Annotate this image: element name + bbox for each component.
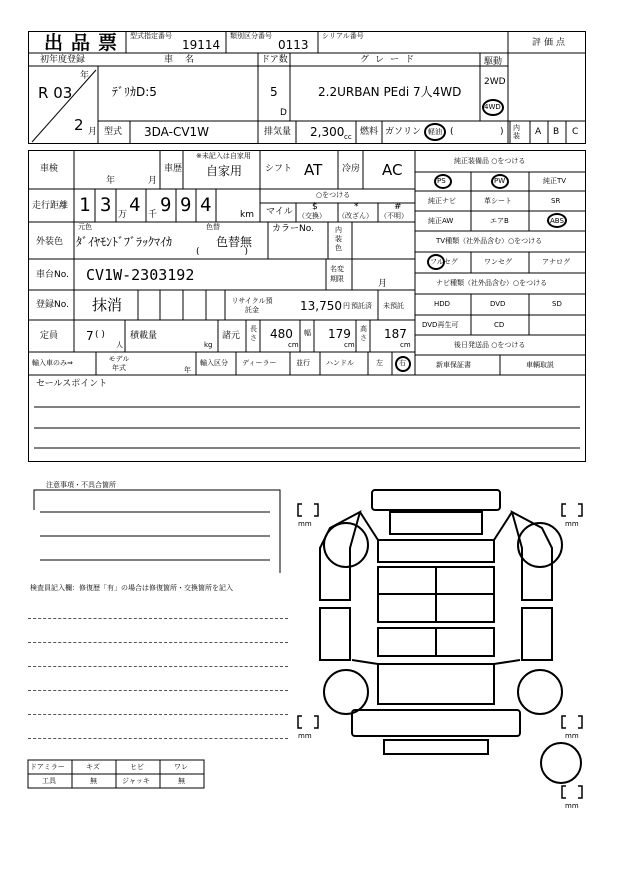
tv-type-title: TV種類（社外品含む）○をつける: [436, 237, 543, 245]
shift-label: シフト: [265, 164, 293, 174]
navi-cd: CD: [494, 321, 505, 329]
capacity-paren: ( ): [95, 330, 105, 340]
recycle-none: 未預託: [383, 302, 404, 310]
car-name-value: ﾃﾞﾘｶD:5: [112, 85, 157, 99]
equip-airbag: エアB: [490, 217, 509, 225]
first-reg-month-unit: 月: [88, 127, 98, 137]
load-label: 積載量: [130, 331, 158, 341]
width-cm: cm: [344, 341, 355, 349]
serial-label: シリアル番号: [322, 32, 364, 40]
fuel-diesel: 軽油: [428, 128, 442, 136]
model-year-unit: 年: [184, 366, 191, 374]
interior-color-label: 内装色: [335, 226, 342, 252]
dealer-label: ディーラー: [242, 359, 277, 367]
history-label: 車歴: [164, 164, 183, 174]
legend-jack: ジャッキ: [122, 777, 150, 785]
inspection-year-unit: 年: [106, 176, 116, 186]
inspector-line-3: [28, 666, 288, 667]
orig-color-label: 元色: [78, 223, 92, 231]
drive-4wd: 4WD: [484, 103, 501, 111]
capacity-label: 定員: [40, 331, 59, 341]
equip-aw: 純正AW: [428, 217, 454, 225]
tv-oneseg: ワンセグ: [484, 258, 512, 266]
legend-jack-value: 無: [178, 777, 185, 785]
person-unit: 人: [116, 341, 123, 349]
height-cm: cm: [400, 341, 411, 349]
mm-label-spare: mm: [565, 802, 579, 810]
fuel-paren-open: (: [450, 127, 454, 137]
mileage-digit-5: 9: [180, 194, 192, 216]
equip-navi: 純正ナビ: [428, 197, 456, 205]
ac-label: 冷房: [342, 164, 361, 174]
drive-label: 駆動: [484, 57, 503, 67]
import-type-label: 輸入区分: [200, 359, 228, 367]
cc-unit: cc: [344, 133, 352, 141]
shift-value: AT: [304, 161, 323, 179]
form-title: 出品票: [44, 32, 126, 54]
first-reg-year: R 03: [38, 84, 73, 102]
equip-ps: PS: [437, 177, 446, 185]
sales-point-label: セールスポイント: [36, 379, 108, 389]
navi-hdd: HDD: [434, 300, 451, 308]
first-reg-month: 2: [74, 116, 84, 134]
color-label: 外装色: [36, 237, 64, 247]
inspector-label: 検査員記入欄：修復歴「有」の場合は修復箇所・交換箇所を記入: [30, 584, 233, 592]
reg-no-label: 登録No.: [36, 300, 69, 310]
color-no-label: カラーNo.: [272, 224, 314, 234]
parallel-label: 並行: [296, 359, 310, 367]
later-manual: 車輌取説: [526, 361, 554, 369]
model-year-label: モデル年式: [108, 355, 130, 372]
equip-leather: 革シート: [484, 197, 512, 205]
mileage-circle-note: ○をつける: [316, 191, 351, 199]
tamper-label: （改ざん）: [338, 212, 373, 220]
fuel-gasoline: ガソリン: [385, 127, 422, 137]
inspector-line-5: [28, 714, 288, 715]
mm-label-fr: mm: [565, 520, 579, 528]
sen-unit: 千: [148, 210, 158, 220]
handle-right: 右: [399, 359, 406, 367]
equip-tv: 純正TV: [543, 177, 567, 185]
equip-abs: ABS: [550, 217, 564, 225]
history-note: ※未記入は自家用: [196, 152, 251, 160]
recycle-status: 預託済: [351, 302, 372, 310]
mm-label-rl: mm: [298, 732, 312, 740]
height-label: 高さ: [360, 325, 367, 342]
reg-no-value: 抹消: [92, 296, 123, 314]
capacity-value: 7: [86, 329, 94, 343]
paint-paren: ( ): [196, 247, 249, 257]
length-label: 長さ: [250, 325, 257, 342]
mile-label: マイル: [266, 207, 293, 217]
chassis-label: 車台No.: [36, 270, 69, 280]
legend-tools-value: 無: [90, 777, 97, 785]
mileage-digit-1: 1: [79, 194, 91, 216]
type-no-label: 型式指定番号: [130, 32, 172, 40]
drive-2wd: 2WD: [484, 77, 506, 87]
doors-label: ドア数: [261, 55, 288, 65]
legend-scratch: キズ: [86, 763, 100, 771]
legend-break: ワレ: [174, 763, 188, 771]
unknown-label: （不明）: [380, 212, 408, 220]
legend-tools: 工具: [42, 777, 56, 785]
length-cm: cm: [288, 341, 299, 349]
grade-label: グレード: [360, 55, 421, 65]
paint-label: 色替: [206, 223, 220, 231]
mm-label-fl: mm: [298, 520, 312, 528]
handle-label: ハンドル: [326, 359, 354, 367]
doors-suffix: D: [280, 108, 287, 118]
dims-label: 諸元: [222, 331, 241, 341]
fuel-label: 燃料: [360, 127, 379, 137]
recycle-label: リサイクル預託金: [231, 297, 273, 314]
recycle-yen: 円: [343, 302, 350, 310]
mileage-digit-6: 4: [200, 194, 212, 216]
import-only-label: 輸入車のみ⇒: [32, 359, 73, 367]
sym-hash: #: [394, 202, 402, 212]
class-no-value: 0113: [278, 38, 309, 52]
interior-a: A: [535, 127, 542, 137]
inspector-line-4: [28, 690, 288, 691]
sym-dollar: $: [312, 202, 318, 212]
navi-sd: SD: [552, 300, 562, 308]
man-unit: 万: [118, 210, 128, 220]
mileage-label: 走行距離: [32, 201, 69, 211]
model-value: 3DA-CV1W: [144, 125, 210, 139]
grade-value: 2.2URBAN PEdi 7人4WD: [318, 85, 462, 99]
equip-pw: PW: [494, 177, 506, 185]
tv-fullseg: フルセグ: [430, 258, 458, 266]
history-value: 自家用: [206, 164, 243, 178]
later-warranty: 新車保証書: [436, 361, 471, 369]
width-value: 179: [328, 327, 351, 341]
model-label: 型式: [104, 127, 123, 137]
color-name: ﾀﾞｲﾔﾓﾝﾄﾞﾌﾞﾗｯｸﾏｲｶ: [76, 235, 173, 249]
later-title: 後日発送品 ○をつける: [454, 341, 526, 349]
handle-left: 左: [376, 359, 383, 367]
navi-type-title: ナビ種類（社外品含む）○をつける: [436, 279, 548, 287]
exchange-label: （交換）: [298, 212, 326, 220]
car-name-label: 車名: [164, 55, 207, 65]
name-change-month: 月: [378, 279, 388, 289]
notes-label: 注意事項・不具合箇所: [46, 481, 116, 489]
doors-value: 5: [270, 85, 278, 99]
genuine-equip-title: 純正装備品 ○をつける: [454, 157, 526, 165]
displacement-value: 2,300: [310, 125, 345, 139]
equip-sr: SR: [551, 197, 561, 205]
mileage-digit-2: 3: [100, 194, 112, 216]
inspection-label: 車検: [40, 164, 59, 174]
first-reg-label: 初年度登録: [40, 55, 86, 65]
interior-c: C: [572, 127, 579, 137]
sym-star: *: [354, 202, 359, 212]
fuel-paren-close: ): [500, 127, 504, 137]
mileage-digit-4: 9: [160, 194, 172, 216]
recycle-value: 13,750: [300, 299, 342, 313]
km-unit: km: [240, 210, 254, 220]
inspection-month-unit: 月: [148, 176, 158, 186]
type-no-value: 19114: [182, 38, 221, 52]
class-no-label: 類別区分番号: [230, 32, 272, 40]
rating-label: 評価点: [532, 38, 569, 48]
navi-dvd-play: DVD再生可: [422, 321, 459, 329]
chassis-value: CV1W-2303192: [86, 266, 195, 284]
interior-label: 内装: [513, 124, 520, 140]
legend-crack: ヒビ: [130, 763, 144, 771]
legend-door-mirror: ドアミラー: [30, 763, 65, 771]
inspector-line-2: [28, 642, 288, 643]
height-value: 187: [384, 327, 407, 341]
displacement-label: 排気量: [264, 127, 292, 137]
tv-analog: アナログ: [542, 258, 570, 266]
length-value: 480: [270, 327, 293, 341]
mm-label-rr: mm: [565, 732, 579, 740]
first-reg-year-unit: 年: [80, 71, 90, 81]
mileage-digit-3: 4: [129, 194, 141, 216]
interior-b: B: [553, 127, 560, 137]
ac-value: AC: [382, 161, 403, 179]
navi-dvd: DVD: [490, 300, 506, 308]
inspector-line-1: [28, 618, 288, 619]
inspector-line-6: [28, 738, 288, 739]
width-label: 幅: [304, 329, 311, 337]
paint-value: 色替無: [216, 235, 253, 249]
name-change-label: 名変期限: [330, 265, 344, 283]
kg-unit: kg: [204, 341, 213, 349]
